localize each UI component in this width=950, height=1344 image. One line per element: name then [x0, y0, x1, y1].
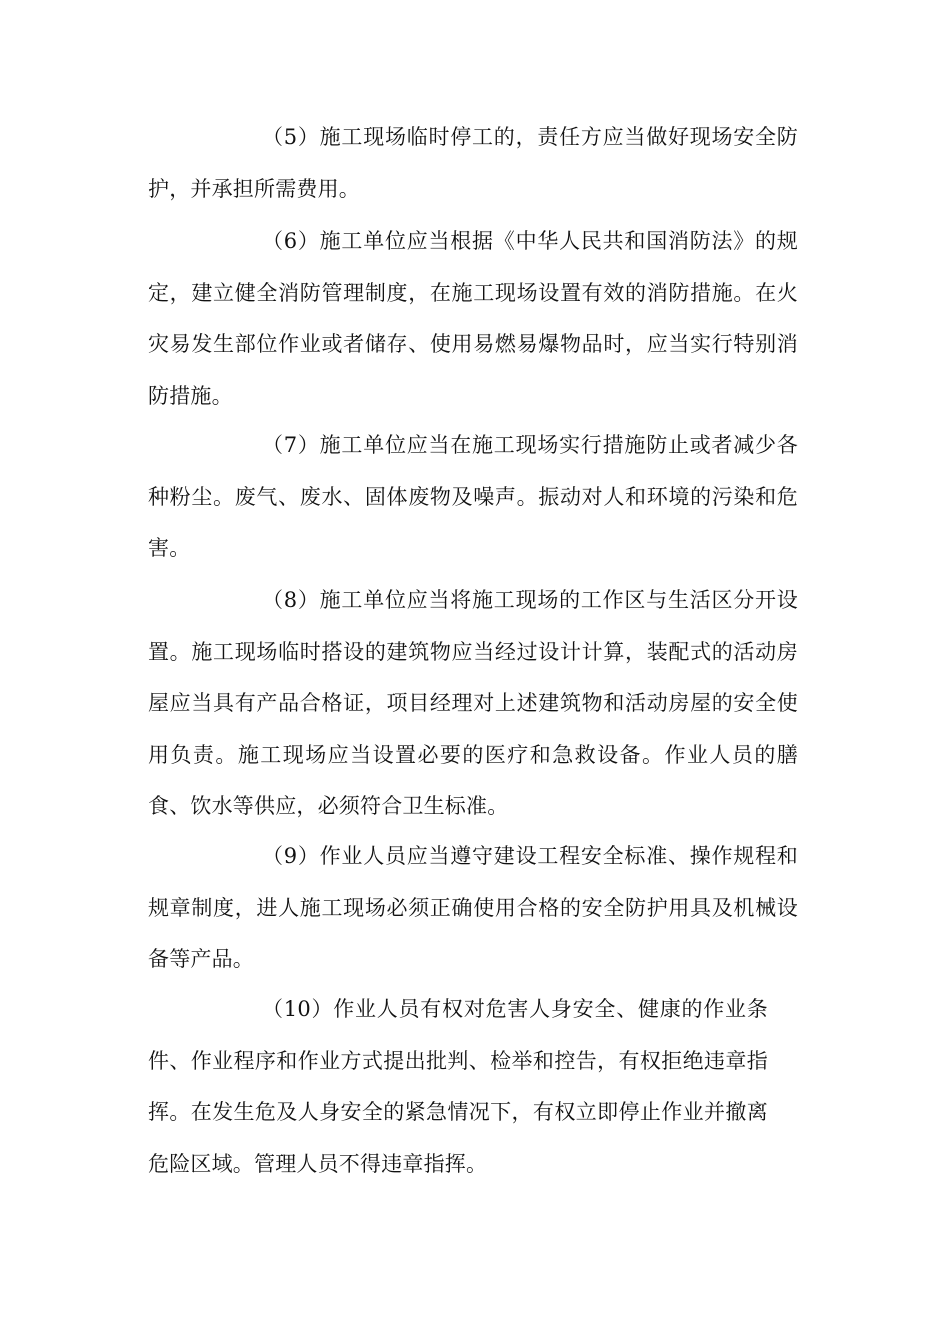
paragraph-7: （7）施工单位应当在施工现场实行措施防止或者减少各种粉尘。废气、废水、固体废物及噪声。振动对人和环境的污染和危害。	[148, 433, 798, 560]
paragraph-8: （8）施工单位应当将施工现场的工作区与生活区分开设置。施工现场临时搭设的建筑物应当经过设计计算，装配式的活动房屋应当具有产品合格证，项目经理对上述建筑物和活动房屋的安全使用负责。施工现场应当设置必要的医疗和急救设备。作业人员的膳食、饮水等供应，必须符合卫生标准。	[148, 588, 798, 818]
paragraph-10: （10）作业人员有权对危害人身安全、健康的作业条件、作业程序和作业方式提出批判、检举和控告，有权拒绝违章指挥。在发生危及人身安全的紧急情况下，有权立即停止作业并撤离危险区域。管理人员不得违章指挥。	[148, 997, 768, 1176]
paragraph-5: （5）施工现场临时停工的，责任方应当做好现场安全防护，并承担所需费用。	[148, 125, 798, 201]
paragraph-9: （9）作业人员应当遵守建设工程安全标准、操作规程和规章制度，进人施工现场必须正确使用合格的安全防护用具及机械设备等产品。	[148, 844, 798, 971]
paragraph-6: （6）施工单位应当根据《中华人民共和国消防法》的规定，建立健全消防管理制度，在施工现场设置有效的消防措施。在火灾易发生部位作业或者储存、使用易燃易爆物品时，应当实行特别消防措施。	[148, 229, 798, 408]
